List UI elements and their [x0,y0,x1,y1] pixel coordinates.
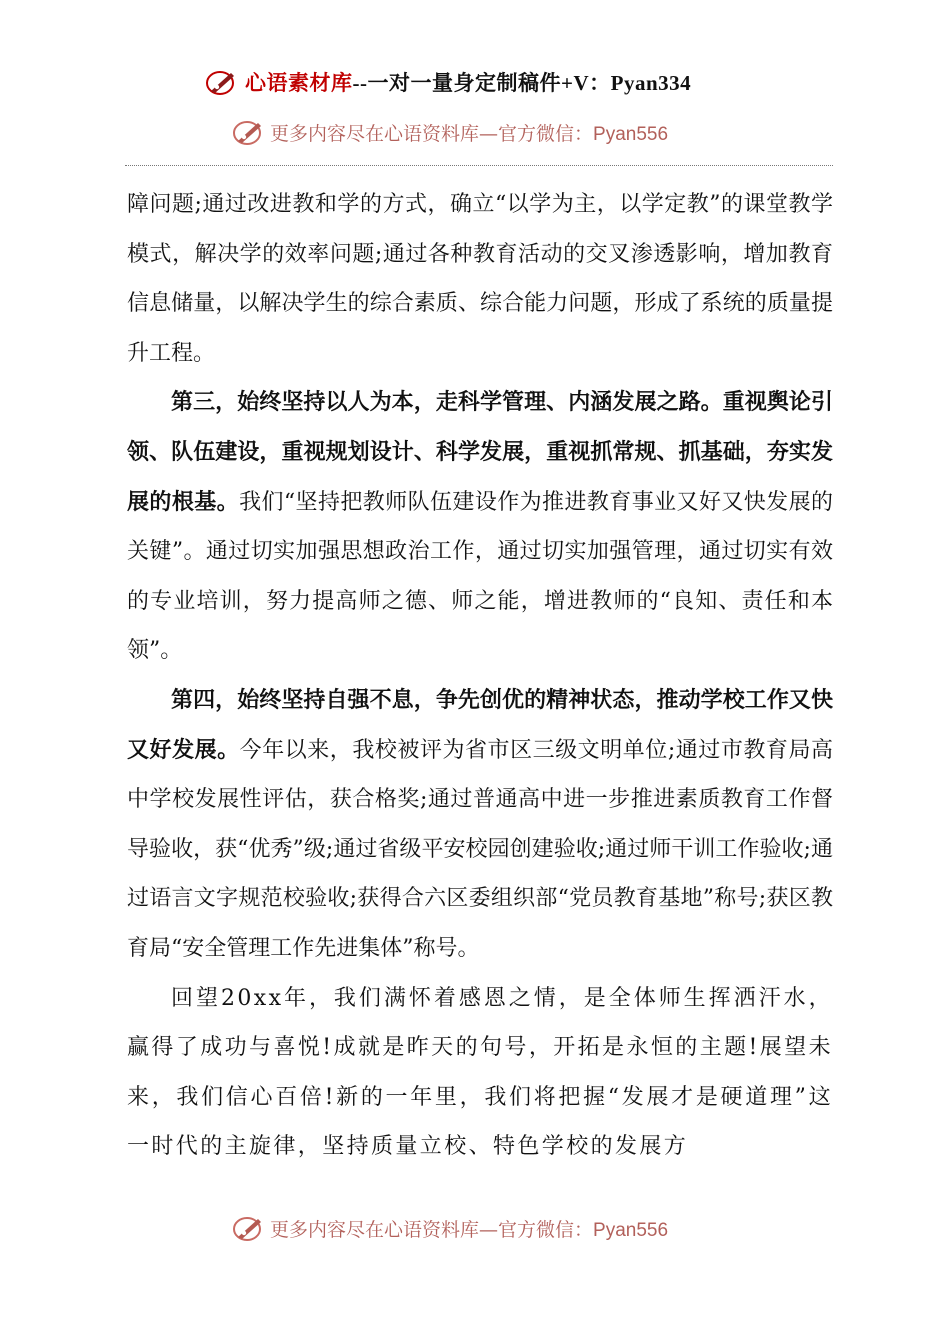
pen-logo-icon [232,1213,266,1243]
paragraph: 障问题;通过改进教和学的方式，确立“以学为主，以学定教”的课堂教学模式，解决学的效率问题;通过各种教育活动的交叉渗透影响，增加教育信息储量，以解决学生的综合素质、综合能力问题，形成了系统的质量提升工程。 [127,192,833,366]
subtitle-text: 更多内容尽在心语资料库—官方微信：Pyan556 [270,122,669,145]
header-divider [125,165,833,166]
pen-logo-icon [205,67,239,97]
footer-watermark [232,1208,752,1248]
footer-text: 更多内容尽在心语资料库—官方微信：Pyan556 [270,1218,669,1241]
paragraph: 回望20xx年，我们满怀着感恩之情，是全体师生挥洒汗水，赢得了成功与喜悦!成就是昨天的句号，开拓是永恒的主题!展望未来，我们信心百倍!新的一年里，我们将把握“发展才是硬道理”这一时代的主旋律，坚持质量立校、特色学校的发展方 [127,985,833,1160]
paragraph: 第三，始终坚持以人为本，走科学管理、内涵发展之路。重视舆论引领、队伍建设，重视规划设计、科学发展，重视抓常规、抓基础，夯实发展的根基。我们“坚持把教师队伍建设作为推进教育事业又好又快发展的关键”。通过切实加强思想政治工作，通过切实加强管理，通过切实有效的专业培训，努力提高师之德、师之能，增进教师的“良知、责任和本领”。 [127,389,833,664]
paragraph: 第四，始终坚持自强不息，争先创优的精神状态，推动学校工作又快又好发展。今年以来，我校被评为省市区三级文明单位;通过市教育局高中学校发展性评估，获合格奖;通过普通高中进一步推进素质教育工作督导验收，获“优秀”级;通过省级平安校园创建验收;通过师干训工作验收;通过语言文字规范校验收;获得合六区委组织部“党员教育基地”称号;获区教育局“安全管理工作先进集体”称号。 [127,686,833,961]
header-title: 心语素材库--一对一量身定制稿件+V：Pyan334 [245,71,692,95]
document-body [127,180,833,1172]
pen-logo-icon [232,117,266,147]
header-subtitle [232,112,752,152]
header-banner [205,62,765,102]
